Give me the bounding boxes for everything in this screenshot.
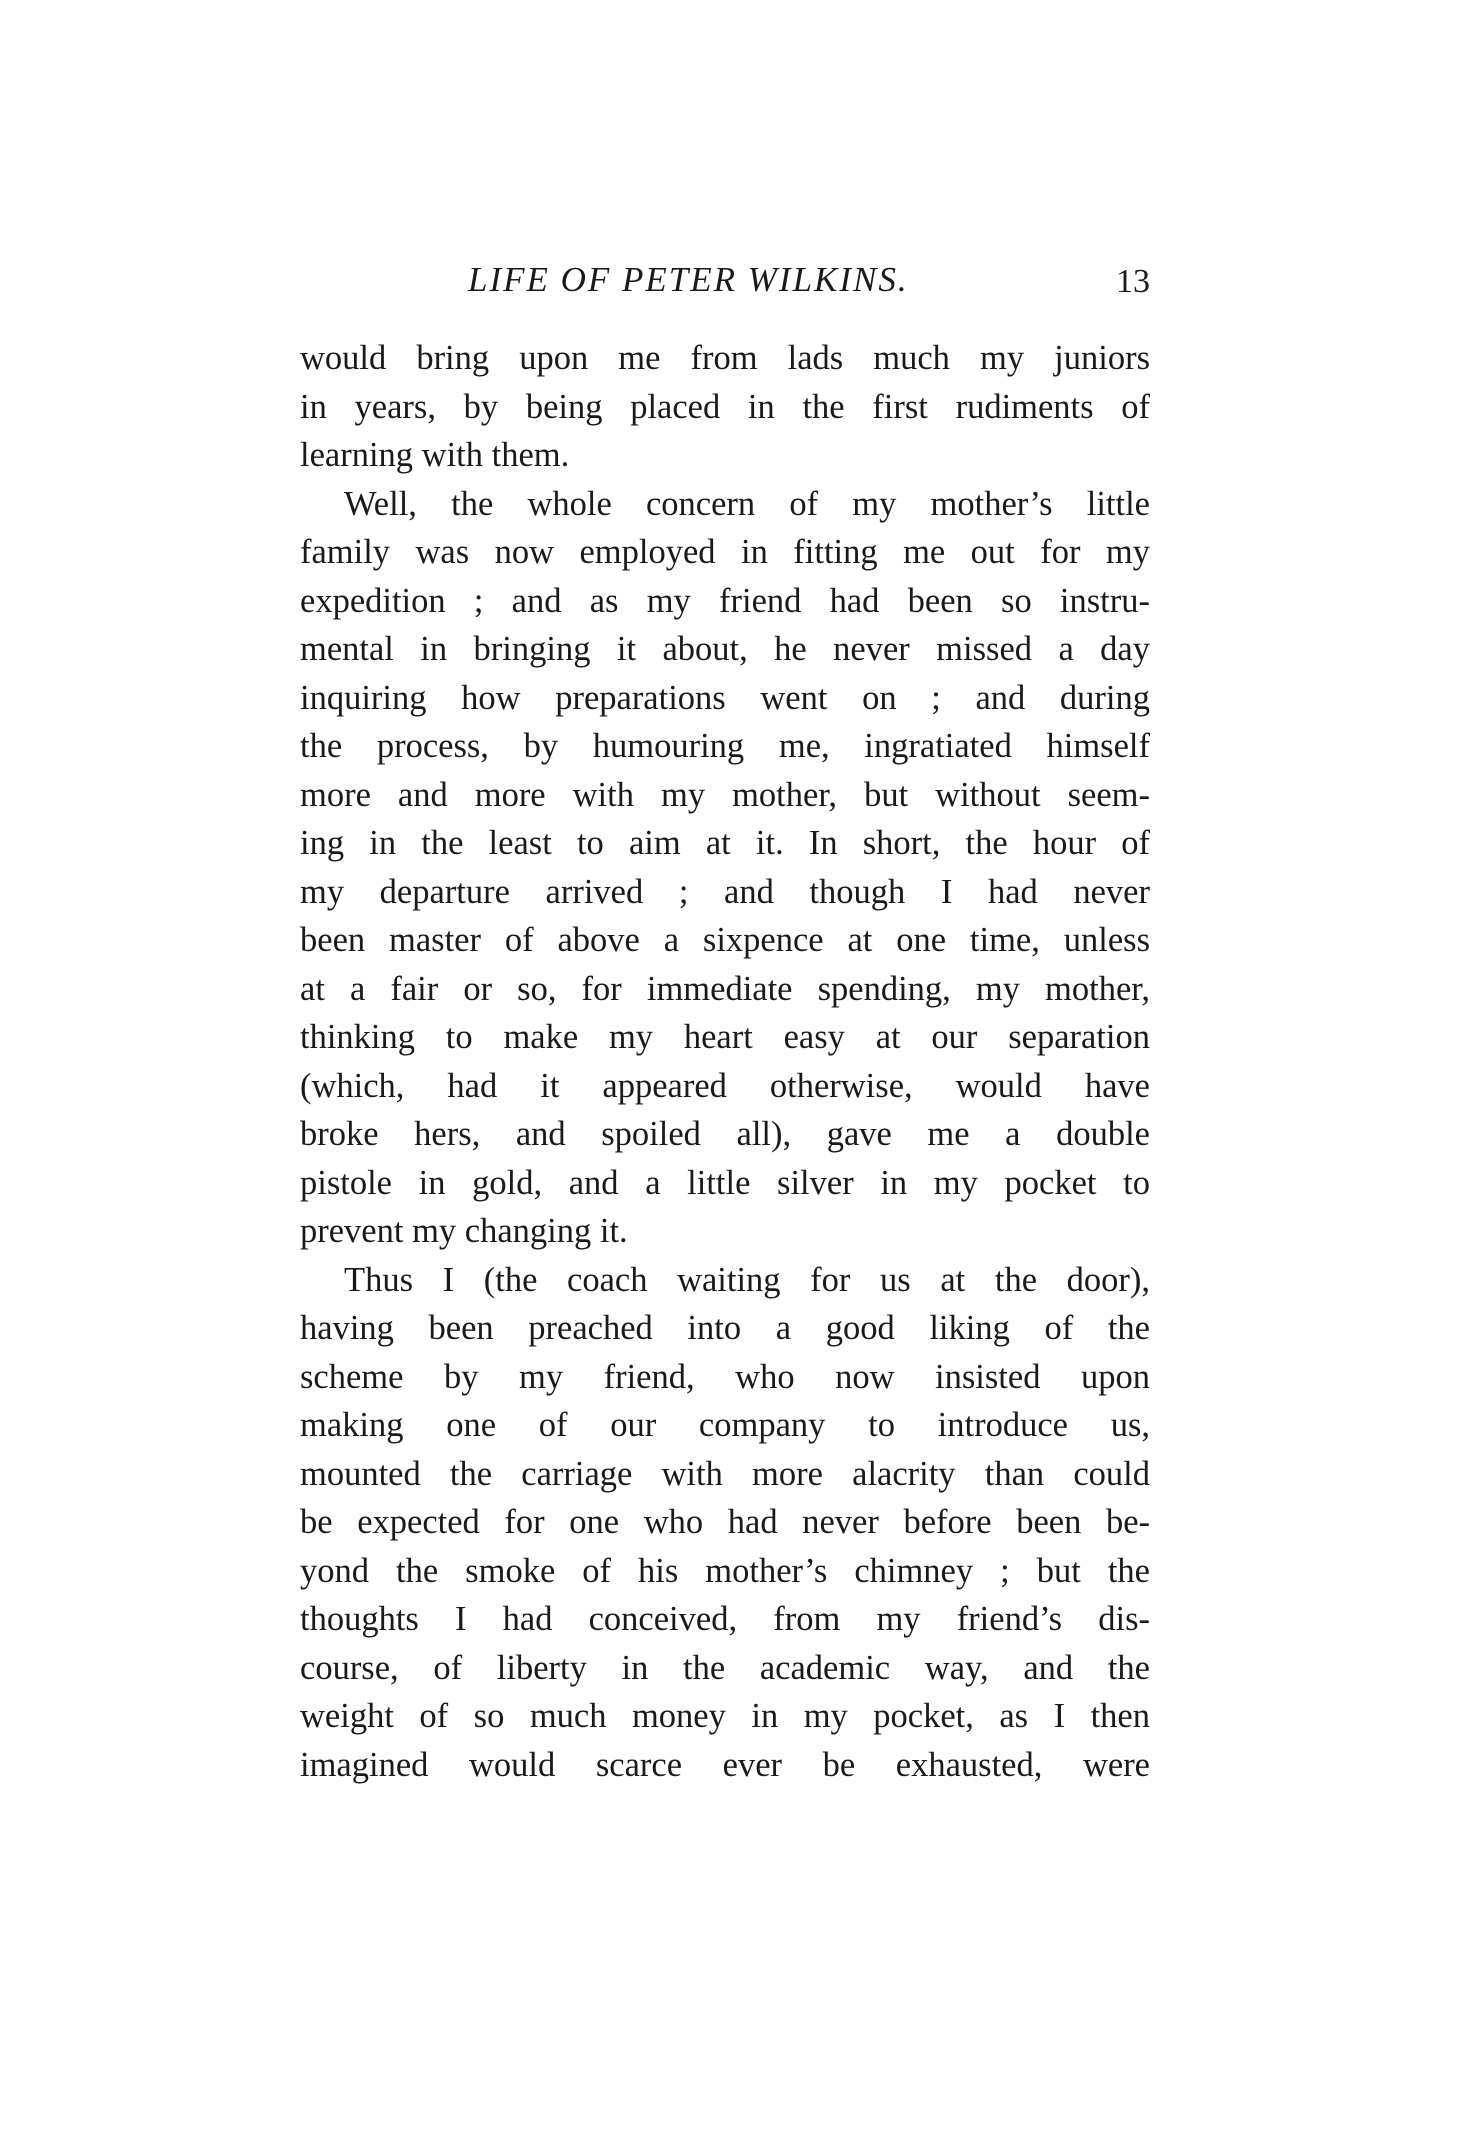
text-line: the process, by humouring me, ingratiated himself [300, 727, 1150, 765]
text-line: would bring upon me from lads much my juniors [300, 339, 1150, 377]
text-line: inquiring how preparations went on ; and during [300, 678, 1150, 717]
running-title: LIFE OF PETER WILKINS. [468, 260, 909, 299]
text-line: thinking to make my heart easy at our separation [300, 1018, 1150, 1056]
text-line: scheme by my friend, who now insisted upon [300, 1357, 1150, 1396]
text-line: ing in the least to aim at it. In short, the hour of [300, 824, 1150, 862]
text-line: be expected for one who had never before been be- [300, 1503, 1150, 1541]
text-line: course, of liberty in the academic way, and the [300, 1648, 1150, 1687]
paragraph-first-line: Well, the whole concern of my mother’s little [344, 484, 1150, 523]
text-line: learning with them. [300, 436, 570, 474]
text-line: my departure arrived ; and though I had never [300, 872, 1150, 911]
text-line: mental in bringing it about, he never missed a day [300, 630, 1150, 668]
text-line: been master of above a sixpence at one time, unless [300, 921, 1150, 959]
text-line: at a fair or so, for immediate spending, my mother, [300, 969, 1150, 1008]
text-line: pistole in gold, and a little silver in my pocket to [300, 1163, 1150, 1202]
text-line: thoughts I had conceived, from my friend’s dis- [300, 1600, 1150, 1638]
text-line: making one of our company to introduce us, [300, 1406, 1150, 1444]
body-text [300, 334, 1150, 1789]
text-line: weight of so much money in my pocket, as I then [300, 1697, 1150, 1735]
text-line: broke hers, and spoiled all), gave me a double [300, 1115, 1150, 1153]
running-head [300, 258, 1150, 302]
text-line: prevent my changing it. [300, 1212, 628, 1250]
text-line: more and more with my mother, but without seem- [300, 775, 1150, 814]
paragraph-first-line: Thus I (the coach waiting for us at the door), [344, 1260, 1150, 1299]
text-line: expedition ; and as my friend had been so instru- [300, 581, 1150, 620]
text-line: yond the smoke of his mother’s chimney ; but the [300, 1551, 1150, 1590]
text-line: family was now employed in fitting me out for my [300, 533, 1150, 571]
page-number: 13 [1116, 263, 1150, 300]
text-line: having been preached into a good liking of the [300, 1309, 1150, 1347]
text-line: (which, had it appeared otherwise, would have [300, 1066, 1150, 1105]
text-line: imagined would scarce ever be exhausted, were [300, 1745, 1150, 1784]
text-line: mounted the carriage with more alacrity than could [300, 1454, 1150, 1493]
text-line: in years, by being placed in the first rudiments of [300, 387, 1150, 426]
